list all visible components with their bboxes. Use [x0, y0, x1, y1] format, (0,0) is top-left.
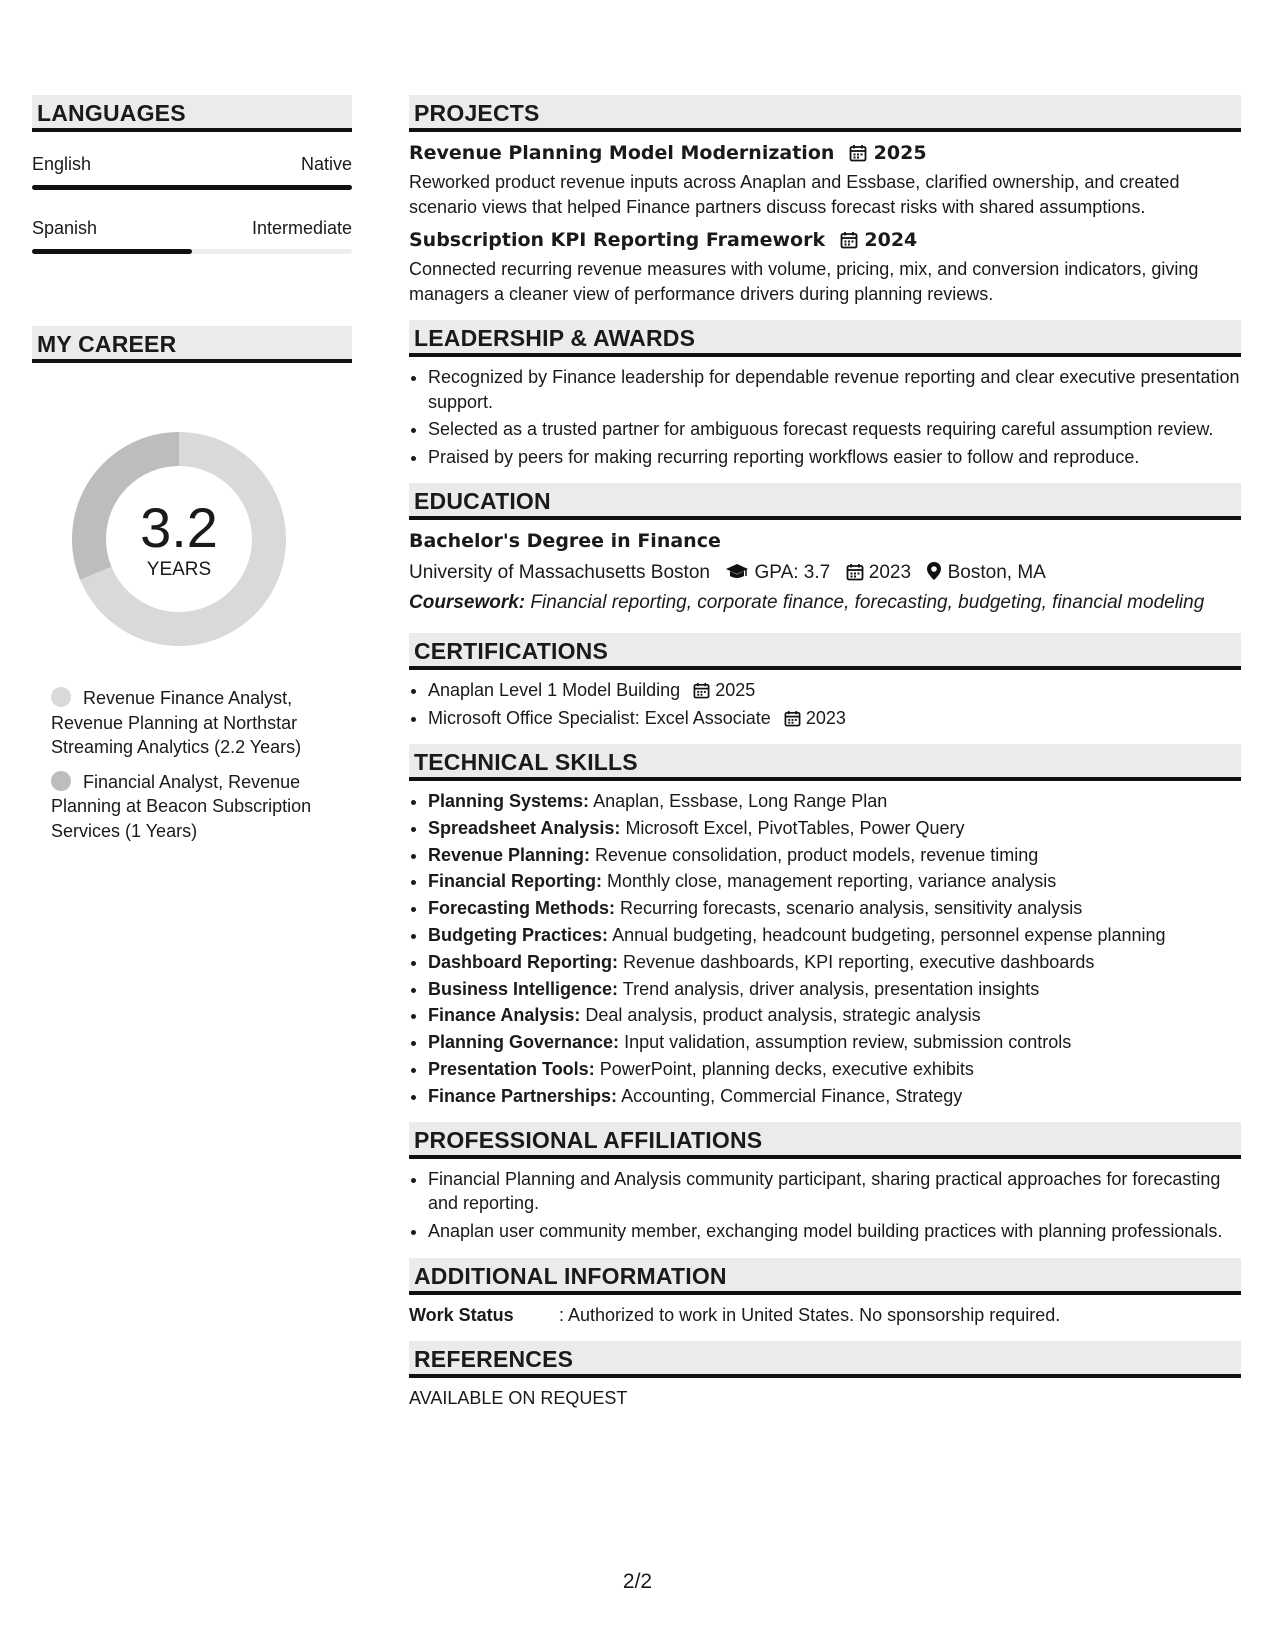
language-proficiency-bar — [32, 249, 352, 254]
skill-label: Forecasting Methods: — [428, 898, 616, 919]
skill-value: PowerPoint, planning decks, executive exhibits — [599, 1058, 974, 1079]
language-proficiency-bar — [32, 185, 352, 190]
coursework — [409, 590, 1241, 615]
calendar-icon — [784, 710, 801, 727]
project-item — [409, 140, 1241, 219]
affiliations-heading: PROFESSIONAL AFFILIATIONS — [409, 1122, 1241, 1159]
skill-item — [428, 1003, 1241, 1028]
work-status-label: Work Status — [409, 1305, 514, 1326]
list-item: • Selected as a trusted partner for ambiguous forecast requests requiring careful assumption review. — [428, 417, 1241, 442]
career-role-text: Financial Analyst, Revenue Planning at Beacon Subscription Services (1 Years) — [51, 771, 312, 841]
projects-heading: PROJECTS — [409, 95, 1241, 132]
skill-value: Accounting, Commercial Finance, Strategy — [621, 1085, 963, 1106]
skill-label: Finance Partnerships: — [428, 1085, 618, 1106]
career-total-years: 3.2 — [140, 496, 218, 559]
skill-item — [428, 789, 1241, 814]
language-item — [32, 218, 352, 254]
skill-item — [428, 843, 1241, 868]
certification-year: 2023 — [805, 707, 846, 728]
leadership-heading: LEADERSHIP & AWARDS — [409, 320, 1241, 357]
skill-value: Trend analysis, driver analysis, presentation insights — [622, 978, 1040, 999]
career-role-text: Revenue Finance Analyst, Revenue Planning at Northstar Streaming Analytics (2.2 Years) — [51, 688, 302, 757]
certifications-list — [409, 678, 1241, 730]
page-number: 2/2 — [622, 1570, 653, 1593]
career-legend-dot — [51, 687, 71, 707]
career-role — [51, 770, 341, 844]
skill-label: Planning Governance: — [428, 1032, 620, 1053]
work-status-value: : Authorized to work in United States. No sponsorship required. — [559, 1305, 1061, 1326]
education-meta — [409, 560, 1241, 586]
skill-item — [428, 1084, 1241, 1109]
calendar-icon — [846, 563, 864, 581]
affiliations-list — [409, 1167, 1241, 1244]
skill-label: Revenue Planning: — [428, 844, 591, 865]
project-year: 2025 — [873, 142, 927, 164]
degree-title: Bachelor's Degree in Finance — [409, 530, 721, 552]
skills-list — [409, 789, 1241, 1108]
calendar-icon — [840, 231, 858, 249]
list-item: • Praised by peers for making recurring reporting workflows easier to follow and reproduce. — [428, 445, 1241, 470]
education-heading: EDUCATION — [409, 483, 1241, 520]
language-name: Spanish — [32, 218, 98, 238]
calendar-icon — [849, 144, 867, 162]
career-roles-list — [51, 686, 341, 853]
right-column — [409, 95, 1241, 1409]
project-title: Subscription KPI Reporting Framework — [409, 229, 826, 251]
certification-name: Anaplan Level 1 Model Building — [428, 680, 681, 700]
skill-value: Revenue dashboards, KPI reporting, executive dashboards — [623, 951, 1095, 972]
certifications-heading: CERTIFICATIONS — [409, 633, 1241, 670]
project-title: Revenue Planning Model Modernization — [409, 142, 835, 164]
school-name: University of Massachusetts Boston — [409, 562, 710, 583]
skill-item — [428, 950, 1241, 975]
references-text: AVAILABLE ON REQUEST — [409, 1388, 628, 1409]
language-proficiency-fill — [32, 185, 352, 190]
references-heading: REFERENCES — [409, 1341, 1241, 1378]
list-item: • Financial Planning and Analysis community participant, sharing practical approaches for forecasting and reporting. — [428, 1167, 1241, 1216]
certification-item — [428, 678, 1241, 703]
map-pin-icon — [926, 561, 942, 581]
project-description: Connected recurring revenue measures with volume, pricing, mix, and conversion indicators, giving managers a cleaner view of performance drivers during planning reviews. — [409, 259, 1199, 304]
left-column — [32, 95, 352, 363]
project-year: 2024 — [864, 229, 918, 251]
skill-label: Business Intelligence: — [428, 978, 619, 999]
skill-value: Revenue consolidation, product models, revenue timing — [595, 844, 1039, 865]
skill-label: Finance Analysis: — [428, 1005, 581, 1026]
skill-item — [428, 1057, 1241, 1082]
skill-value: Recurring forecasts, scenario analysis, sensitivity analysis — [620, 898, 1083, 919]
skill-value: Input validation, assumption review, submission controls — [624, 1032, 1072, 1053]
skill-item — [428, 977, 1241, 1002]
career-years-unit: YEARS — [146, 559, 212, 580]
skill-value: Anaplan, Essbase, Long Range Plan — [593, 791, 888, 811]
education-location: Boston, MA — [947, 562, 1046, 583]
skill-value: Monthly close, management reporting, variance analysis — [607, 871, 1057, 892]
gpa: GPA: 3.7 — [754, 562, 831, 583]
skills-heading: TECHNICAL SKILLS — [409, 744, 1241, 781]
career-role — [51, 686, 341, 760]
language-name: English — [32, 154, 92, 174]
additional-info-heading: ADDITIONAL INFORMATION — [409, 1258, 1241, 1295]
certification-name: Microsoft Office Specialist: Excel Associate — [428, 707, 771, 728]
certification-year: 2025 — [715, 680, 756, 700]
skill-item — [428, 1030, 1241, 1055]
language-item — [32, 154, 352, 190]
skill-value: Microsoft Excel, PivotTables, Power Query — [625, 817, 965, 838]
project-item — [409, 227, 1241, 306]
skill-item — [428, 923, 1241, 948]
list-item: • Recognized by Finance leadership for dependable revenue reporting and clear executive presentation support. — [428, 365, 1241, 414]
language-proficiency-fill — [32, 249, 192, 254]
skill-label: Dashboard Reporting: — [428, 951, 619, 972]
graduation-year: 2023 — [868, 562, 912, 583]
project-description: Reworked product revenue inputs across Anaplan and Essbase, clarified ownership, and created scenario views that helped Finance partners discuss forecast risks with shared assumptions. — [409, 172, 1180, 217]
coursework-label: Coursework: — [409, 592, 526, 613]
list-item: • Anaplan user community member, exchanging model building practices with planning professionals. — [428, 1219, 1241, 1244]
skill-label: Financial Reporting: — [428, 871, 603, 892]
coursework-text: Financial reporting, corporate finance, forecasting, budgeting, financial modeling — [530, 592, 1205, 613]
skill-label: Budgeting Practices: — [428, 924, 609, 945]
skill-item — [428, 869, 1241, 894]
graduation-cap-icon — [725, 563, 749, 581]
calendar-icon — [693, 682, 710, 699]
skill-item — [428, 816, 1241, 841]
certification-item — [428, 706, 1241, 731]
language-level: Intermediate — [251, 218, 352, 238]
career-donut-chart — [65, 425, 293, 653]
skill-label: Presentation Tools: — [428, 1058, 595, 1079]
career-legend-dot — [51, 771, 71, 791]
work-status-row — [409, 1303, 1241, 1327]
skill-item — [428, 896, 1241, 921]
career-heading: MY CAREER — [32, 326, 352, 363]
skill-label: Spreadsheet Analysis: — [428, 817, 621, 838]
language-level: Native — [300, 154, 352, 174]
skill-label: Planning Systems: — [428, 791, 590, 811]
leadership-list — [409, 365, 1241, 469]
languages-heading: LANGUAGES — [32, 95, 352, 132]
skill-value: Annual budgeting, headcount budgeting, personnel expense planning — [612, 924, 1166, 945]
skill-value: Deal analysis, product analysis, strategic analysis — [585, 1005, 981, 1026]
